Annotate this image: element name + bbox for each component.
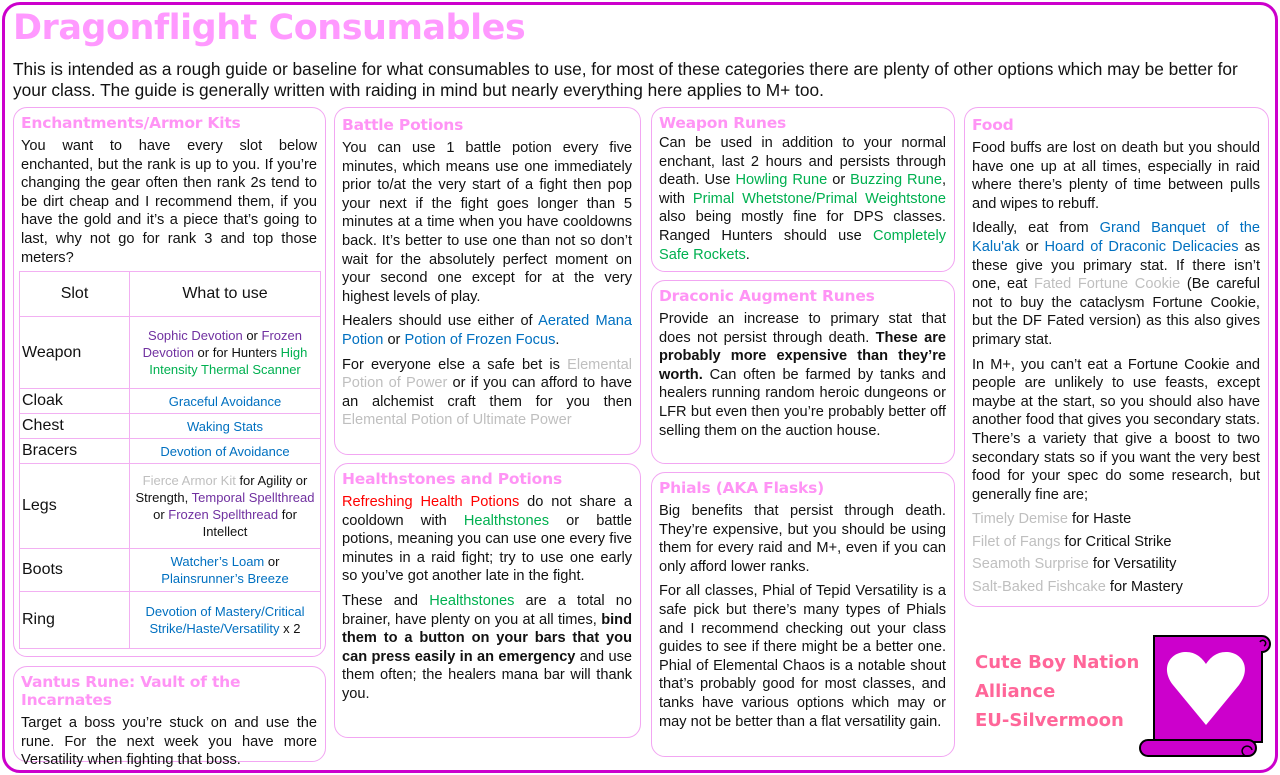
item-name: Refreshing Health Potions [342, 494, 520, 510]
text-run: (Be careful not to buy the cataclysm Fortune Cookie, but the DF Fated version) as this also gives primary stat. [972, 276, 1260, 348]
item-name: Watcher’s Loam [170, 554, 265, 569]
paragraph [972, 533, 1260, 552]
text-run: For all classes, Phial of Tepid Versatility is a safe pick but there’s many types of Phials and I recommend checking out your class guides to see if there might be a better one. Phial of Elemental Chaos is a notable shout that’s probably good for most classes, and tanks have various options which may or may not be better than a flat versatility gain. [659, 583, 946, 730]
text-run: for Intellect [202, 507, 297, 539]
text-run: x 2 [279, 621, 301, 636]
item-name: Healthstones [429, 592, 515, 609]
paragraph [21, 137, 317, 267]
text-run: Can often be farmed by tanks and healers running random heroic dungeons or LFR but even then you’re probably better off selling them on the auction house. [659, 366, 946, 439]
section-title: Battle Potions [342, 116, 464, 134]
intro-text: This is intended as a rough guide or baseline for what consumables to use, for most of these categories there are plenty of other options which may be better for your class. The guide is generally written with raiding in mind but nearly everything here applies to M+ too. [13, 59, 1238, 100]
item-name: Potion of Frozen Focus [404, 331, 556, 348]
text-run: for Haste [1067, 511, 1132, 528]
section-body [659, 134, 946, 264]
item-name: Fierce Armor Kit [142, 473, 236, 488]
section-body [972, 139, 1260, 504]
use-cell [130, 439, 321, 464]
text-run: Big benefits that persist through death. They’re expensive, but you should be using them for every raid and M+, even if you can only afford lower ranks. [659, 503, 946, 575]
paragraph [659, 582, 946, 731]
table-row [20, 549, 321, 592]
item-name: Waking Stats [186, 418, 264, 434]
paragraph [21, 714, 317, 770]
use-cell [130, 317, 321, 389]
text-run: for Mastery [1105, 579, 1183, 596]
paragraph [342, 139, 632, 306]
text-run: . [555, 331, 560, 348]
item-name: Elemental Potion of Power [342, 356, 632, 392]
slot-cell: Bracers [20, 439, 130, 464]
item-name: Hoard of Draconic Delicacies [1044, 238, 1239, 255]
slot-cell: Weapon [20, 317, 130, 389]
section-phials [651, 472, 955, 757]
item-name: High Intensity Thermal Scanner [149, 345, 308, 377]
paragraph [342, 592, 632, 704]
text-run: or [242, 328, 262, 343]
item-name: Devotion of Mastery/Critical Strike/Haste/Versatility [145, 604, 305, 636]
item-name: Frozen Devotion [142, 328, 302, 360]
section-body [21, 714, 317, 770]
slot-cell: Chest [20, 414, 130, 439]
paragraph [342, 312, 632, 349]
text-run: Ideally, eat from [972, 220, 1100, 237]
paragraph [972, 219, 1260, 349]
paragraph [342, 493, 632, 586]
heart-scroll-icon [1138, 630, 1274, 758]
paragraph [659, 502, 946, 576]
slot-cell: Legs [20, 464, 130, 549]
text-run: You can use 1 battle potion every five minutes, which means use one immediately prior to/at the very start of a fight then pop your next if the fight goes longer than 5 minutes at a time when you have cooldowns back. It’s better to use one than not so don’t wait for the absolutely perfect moment on your second one except for at the very highest levels of play. [342, 140, 632, 305]
item-name: Sophic Devotion [148, 328, 243, 343]
section-food [964, 107, 1269, 607]
paragraph [659, 134, 946, 264]
item-name: Aerated Mana Potion [342, 313, 632, 348]
text-run: These and [342, 592, 430, 609]
text-run: , with [659, 172, 947, 207]
use-cell [130, 464, 321, 549]
guild-info [975, 648, 1139, 735]
text-run: or [1019, 238, 1045, 255]
paragraph [972, 510, 1260, 529]
text-run: In M+, you can’t eat a Fortune Cookie and people are unlikely to use feasts, except maybe at the start, so you should also have another food that gives you secondary stats. There’s a variety that give a boost to two secondary stats so if you want the very best food for your spec do some research, but generally fine are; [972, 356, 1260, 503]
item-name: Buzzing Rune [850, 172, 942, 189]
item-name: Howling Rune [735, 172, 828, 189]
text-run: . [745, 246, 750, 263]
section-body [342, 139, 632, 430]
paragraph [972, 578, 1260, 597]
use-cell [130, 549, 321, 592]
section-vantus [13, 666, 326, 769]
item-name: Filet of Fangs [972, 533, 1061, 550]
section-title: Food [972, 116, 1014, 134]
text-run: Provide an increase to primary stat that does not persist through death. [659, 311, 946, 346]
text-run: or if you can afford to have an alchemist craft them for you then [342, 375, 632, 410]
text-run: for Versatility [1088, 556, 1177, 573]
table-row [20, 414, 321, 439]
col-header-slot: Slot [20, 272, 130, 317]
text-run: as these give you primary stat. If there isn’t one, eat [972, 238, 1260, 293]
section-title: Weapon Runes [659, 114, 787, 132]
section-battle-potions [334, 107, 641, 455]
text-run: for Agility or Strength, [135, 473, 308, 505]
use-cell [130, 592, 321, 649]
text-run: do not share a cooldown with [342, 494, 632, 529]
item-name: Salt-Baked Fishcake [972, 579, 1106, 596]
section-title: Enchantments/Armor Kits [21, 114, 241, 132]
use-cell [130, 389, 321, 414]
text-run: These are probably more expensive than they’re worth. [659, 329, 946, 383]
item-name: Seamoth Surprise [972, 556, 1089, 573]
item-name: Completely Safe Rockets [659, 227, 946, 263]
item-name: Temporal Spellthread [191, 490, 315, 505]
item-name: Frozen Spellthread [168, 507, 279, 522]
section-body [342, 493, 632, 704]
paragraph [972, 555, 1260, 574]
text-run: bind them to a button on your bars that you can press easily in an emergency [342, 611, 632, 665]
section-draconic-runes [651, 280, 955, 464]
text-run: or [264, 554, 280, 569]
item-name: Healthstones [463, 512, 550, 529]
item-name: Grand Banquet of the Kalu'ak [972, 220, 1260, 255]
col-header-use: What to use [130, 272, 321, 317]
section-title: Draconic Augment Runes [659, 287, 875, 305]
item-name: Primal Whetstone/Primal Weightstone [692, 190, 946, 207]
page-title: Dragonflight Consumables [13, 8, 526, 48]
section-body [21, 137, 317, 267]
text-run: Target a boss you’re stuck on and use the rune. For the next week you have more Versatility when fighting that boss. [21, 715, 317, 769]
slot-cell: Ring [20, 592, 130, 649]
text-run: You want to have every slot below enchanted, but the rank is up to you. If you’re changing the gear often then rank 2s tend to be dirt cheap and I recommend them, if you have the gold and it’s a piece that’s going to last, why not go for rank 3 and top those meters? [21, 138, 317, 266]
text-run: For everyone else a safe bet is [342, 356, 568, 373]
section-healthstones [334, 463, 641, 738]
item-name: Devotion of Avoidance [160, 443, 290, 459]
table-row [20, 317, 321, 389]
paragraph [972, 139, 1260, 213]
section-body [659, 502, 946, 731]
guild-name: Cute Boy Nation [975, 652, 1140, 673]
text-run: or [827, 172, 851, 189]
text-run: or for Hunters [193, 345, 281, 360]
food-list [972, 510, 1260, 596]
item-name: Timely Demise [972, 511, 1068, 528]
section-weapon-runes [651, 107, 955, 272]
paragraph [659, 310, 946, 440]
text-run: or [383, 331, 405, 348]
table-row [20, 592, 321, 649]
table-row [20, 389, 321, 414]
text-run: also being mostly fine for DPS classes. Ranged Hunters should use [659, 209, 946, 244]
text-run: Can be used in addition to your normal enchant, last 2 hours and persists through death. Use [659, 135, 946, 189]
text-run: for Critical Strike [1060, 533, 1172, 550]
paragraph [972, 356, 1260, 505]
table-row [20, 464, 321, 549]
text-run: are a total no brainer, have plenty on you at all times, [342, 592, 632, 628]
text-run: Healers should use either of [342, 313, 539, 330]
item-name: Elemental Potion of Ultimate Power [342, 412, 572, 429]
text-run: or [153, 507, 169, 522]
section-title: Healthstones and Potions [342, 470, 562, 488]
section-body [659, 310, 946, 440]
enchant-table [19, 271, 321, 649]
slot-cell: Boots [20, 549, 130, 592]
use-cell [130, 414, 321, 439]
guild-realm: EU-Silvermoon [975, 710, 1124, 731]
text-run: and use them often; the healers mana bar will thank you. [342, 648, 632, 702]
section-title: Phials (AKA Flasks) [659, 479, 824, 497]
guild-faction: Alliance [975, 681, 1056, 702]
item-name: Graceful Avoidance [168, 393, 282, 409]
text-run: or battle potions, meaning you can use one every five minutes in a raid fight; try to use one early so you’ve got another late in the fight. [342, 512, 632, 585]
section-title: Vantus Rune: Vault of the Incarnates [21, 673, 241, 709]
text-run: Food buffs are lost on death but you should have one up at all times, especially in raid where there’s plenty of time between pulls and wipes to rebuff. [972, 140, 1260, 212]
item-name: Plainsrunner’s Breeze [161, 571, 289, 586]
slot-cell: Cloak [20, 389, 130, 414]
item-name: Fated Fortune Cookie [1033, 276, 1181, 293]
table-row [20, 439, 321, 464]
paragraph [342, 356, 632, 430]
